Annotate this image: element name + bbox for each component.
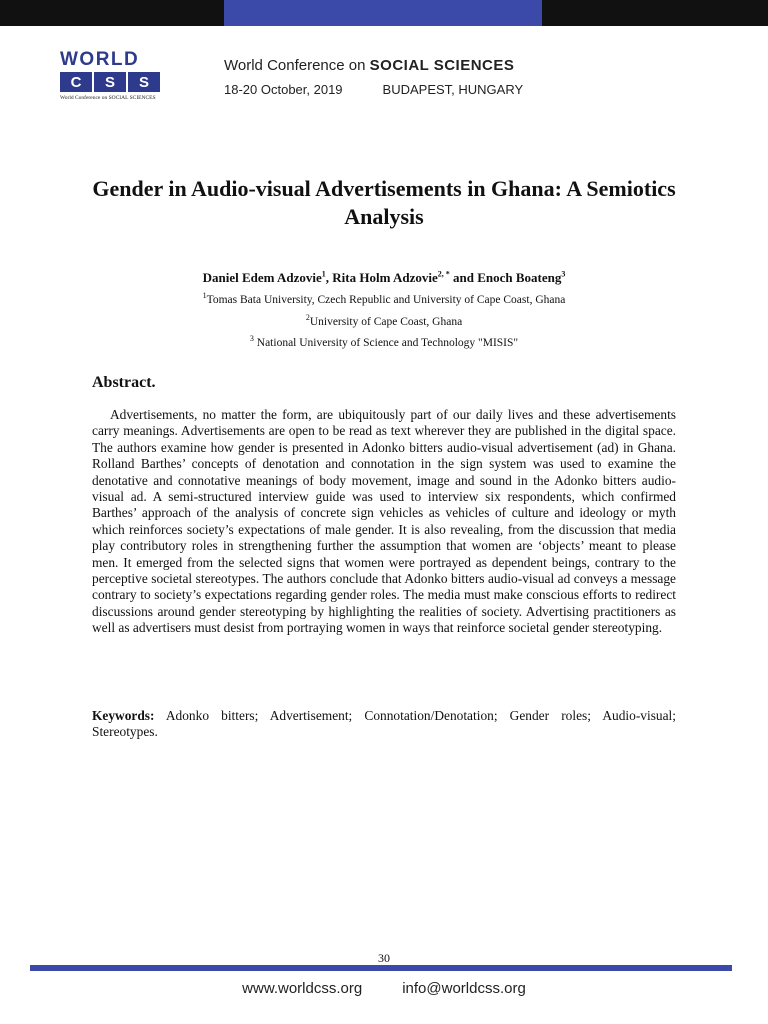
author-name: Rita Holm Adzovie [332, 270, 438, 285]
author-list [60, 270, 708, 286]
affiliation-text: Tomas Bata University, Czech Republic and University of Cape Coast, Ghana [206, 294, 566, 306]
author-separator: , [325, 270, 333, 285]
abstract-heading: Abstract. [92, 374, 156, 391]
conference-details [224, 82, 523, 97]
keywords [92, 708, 676, 741]
logo-box-c: C [60, 72, 92, 92]
logo-box-s1: S [94, 72, 126, 92]
conference-info [224, 57, 523, 97]
logo-boxes [60, 72, 166, 92]
logo-caption: World Conference on SOCIAL SCIENCES [60, 95, 156, 101]
affiliation-3 [60, 334, 708, 349]
affiliation-1 [60, 291, 708, 306]
author-name: Daniel Edem Adzovie [202, 270, 322, 285]
top-bar-accent [224, 0, 542, 26]
logo-box-s2: S [128, 72, 160, 92]
conference-dates: 18-20 October, 2019 [224, 82, 343, 97]
author-separator: and [449, 270, 478, 285]
conference-name-prefix: World Conference on [224, 57, 370, 74]
footer [0, 980, 768, 997]
affiliation-text: National University of Science and Technology "MISIS" [253, 337, 519, 349]
footer-website: www.worldcss.org [242, 980, 363, 997]
affiliation-sup: 2 [305, 313, 310, 323]
paper-title: Gender in Audio-visual Advertisements in Ghana: A Semiotics Analysis [92, 176, 676, 229]
conference-name [224, 57, 523, 74]
footer-rule [30, 965, 732, 971]
author-sup: 2, * [437, 269, 450, 279]
footer-email: info@worldcss.org [402, 980, 526, 997]
author-sup: 1 [321, 269, 326, 279]
affiliation-sup: 1 [202, 291, 207, 301]
conference-location: BUDAPEST, HUNGARY [382, 82, 524, 97]
page-number: 30 [378, 951, 390, 965]
conference-name-bold: SOCIAL SCIENCES [369, 57, 515, 74]
affiliation-2 [60, 313, 708, 328]
affiliation-sup: 3 [249, 334, 254, 344]
logo-word: WORLD [60, 49, 140, 70]
author-sup: 3 [561, 269, 566, 279]
abstract-body: Advertisements, no matter the form, are ubiquitously part of our daily lives and these advertisements carry meanings. Advertisements are open to be read as text wherever they are published in the digital space. The authors examine how gender is presented in Adonko bitters audio-visual advertisement (ad) in Ghana. Rolland Barthes’ concepts of denotation and connotation in the sign system was used to examine the denotative and connotative meanings of body movement, image and sound in the Adonko bitters audio-visual ad. A semi-structured interview guide was used to interview six respondents, which confirmed Barthes’ approach of the analysis of concrete sign vehicles as vehicles of culture and ideology or myth which reinforces society’s expectations of male gender. It is also revealing, from the discussion that media play contributory roles in strengthening further the assumption that women are ‘objects’ meant to please men. It emerged from the selected signs that women were portrayed as dependent beings, contrary to the perceptive societal stereotypes. The authors conclude that Adonko bitters audio-visual ad conveys a message contrary to society’s expectations regarding gender roles. The media must make conscious efforts to redirect discussions around gender stereotyping by highlighting the realities of society. Advertising practitioners as well as advertisers must desist from portraying women in ways that reinforce societal gender stereotyping. [92, 407, 676, 636]
keywords-label: Keywords: [92, 708, 155, 723]
author-name: Enoch Boateng [477, 270, 562, 285]
keywords-text: Adonko bitters; Advertisement; Connotation/Denotation; Gender roles; Audio-visual; Stereotypes. [92, 708, 676, 740]
worldcss-logo [60, 50, 166, 101]
affiliation-text: University of Cape Coast, Ghana [309, 316, 463, 328]
